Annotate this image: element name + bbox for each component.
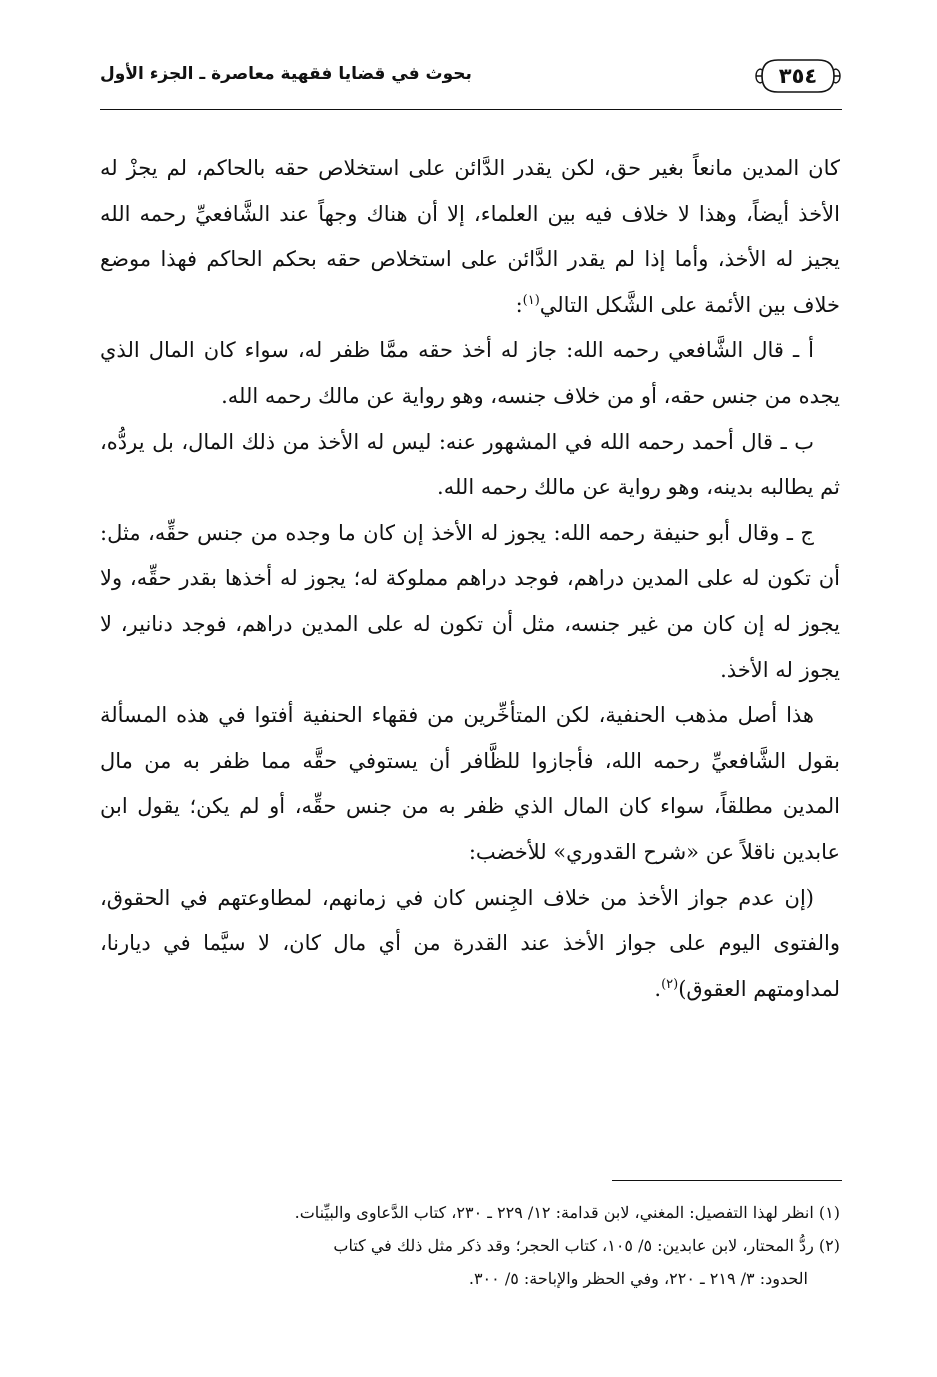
footnote-ref-1: (١) bbox=[522, 292, 540, 308]
running-header bbox=[100, 52, 842, 110]
paragraph-intro bbox=[100, 146, 840, 328]
footnote-ref-2: (٢) bbox=[661, 976, 679, 992]
footnote-ref-2-suffix: . bbox=[654, 976, 662, 1001]
footnote-2: (٢) ردُّ المحتار، لابن عابدين: ٥/ ١٠٥، كتاب الحجر؛ وقد ذكر مثل ذلك في كتاب bbox=[333, 1236, 840, 1255]
footnote-divider bbox=[612, 1180, 842, 1181]
running-title: بحوث في قضايا فقهية معاصرة ـ الجزء الأول bbox=[100, 64, 472, 84]
paragraph-quote bbox=[100, 876, 840, 1013]
footnote-2-continued: الحدود: ٣/ ٢١٩ ـ ٢٢٠، وفي الحظر والإباحة: ٥/ ٣٠٠. bbox=[468, 1269, 808, 1288]
page-number-badge bbox=[754, 56, 842, 96]
footnote-1: (١) انظر لهذا التفصيل: المغني، لابن قدامة: ١٢/ ٢٢٩ ـ ٢٣٠، كتاب الدَّعاوى والبيِّنات. bbox=[294, 1203, 840, 1222]
paragraph-intro-text: كان المدين مانعاً بغير حق، لكن يقدر الدَّائن على استخلاص حقه بالحاكم، لم يجزْ له الأخذ أيضاً، وهذا لا خلاف فيه بين العلماء، إلا أن هناك وجهاً عند الشَّافعيِّ رحمه الله يجيز له الأخذ، وأما إذا لم يقدر الدَّائن على استخلاص حقه بحكم الحاكم فهذا موضع خلاف بين الأئمة على الشَّكل التالي bbox=[100, 156, 840, 317]
footnote-ref-1-suffix: : bbox=[515, 292, 523, 317]
footnotes bbox=[100, 1196, 840, 1295]
paragraph-quote-text: (إن عدم جواز الأخذ من خلاف الجِنس كان في زمانهم، لمطاوعتهم في الحقوق، والفتوى اليوم على جواز الأخذ عند القدرة من أي مال كان، لا سيَّما في ديارنا، لمداومتهم العقوق) bbox=[100, 885, 840, 1001]
paragraph-ba: ب ـ قال أحمد رحمه الله في المشهور عنه: ليس له الأخذ من ذلك المال، بل يردُّه، ثم يطالبه بدينه، وهو رواية عن مالك رحمه الله. bbox=[100, 429, 840, 500]
paragraph-jim: ج ـ وقال أبو حنيفة رحمه الله: يجوز له الأخذ إن كان ما وجده من جنس حقِّه، مثل: أن تكون له على المدين دراهم، فوجد دراهم مملوكة له؛ يجوز له أخذها بقدر حقِّه، ولا يجوز له إن كان من غير جنسه، مثل أن تكون له على المدين دراهم، فوجد دنانير، لا يجوز له الأخذ. bbox=[100, 520, 840, 682]
header-divider bbox=[100, 109, 842, 110]
paragraph-hanafi: هذا أصل مذهب الحنفية، لكن المتأخِّرين من فقهاء الحنفية أفتوا في هذه المسألة بقول الشَّافعيِّ رحمه الله، فأجازوا للظَّافر أن يستوفي حقَّه مما ظفر به من مال المدين مطلقاً، سواء كان المال الذي ظفر به من جنس حقِّه، أو لم يكن؛ يقول ابن عابدين ناقلاً عن «شرح القدوري» للأخضب: bbox=[100, 703, 840, 864]
page-number: ٣٥٤ bbox=[778, 64, 818, 88]
paragraph-alif: أ ـ قال الشَّافعي رحمه الله: جاز له أخذ حقه ممَّا ظفر له، سواء كان المال الذي يجده من جنس حقه، أو من خلاف جنسه، وهو رواية عن مالك رحمه الله. bbox=[100, 338, 840, 408]
main-text bbox=[100, 146, 840, 1012]
